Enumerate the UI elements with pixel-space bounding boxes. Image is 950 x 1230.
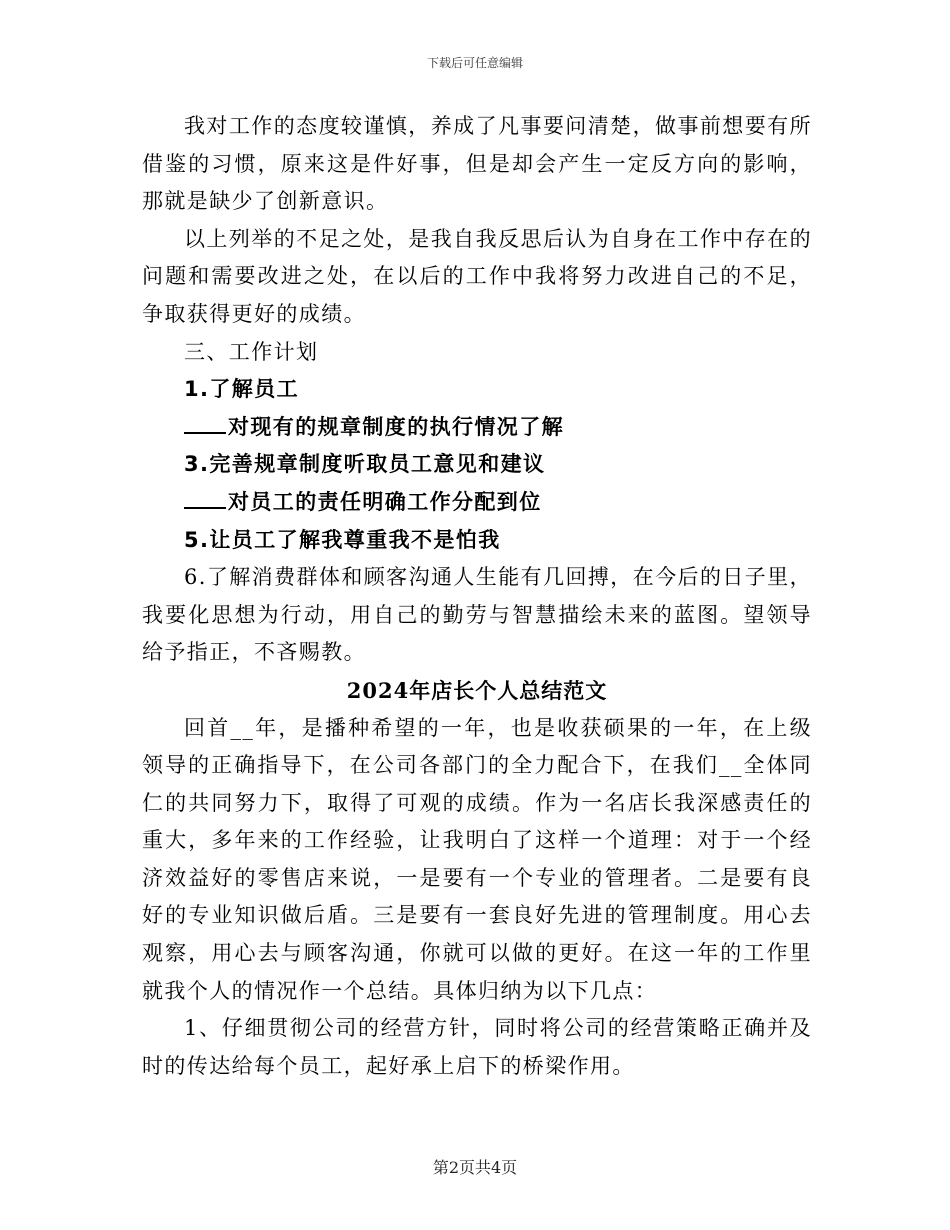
- plan-item-6: 6.了解消费群体和顾客沟通人生能有几回搏，在今后的日子里，我要化思想为行动，用自己的勤劳与智慧描绘未来的蓝图。望领导给予指正，不吝赐教。: [142, 565, 812, 665]
- paragraph-point-1: 1、仔细贯彻公司的经营方针，同时将公司的经营策略正确并及时的传达给每个员工，起好承上启下的桥梁作用。: [142, 1016, 812, 1078]
- plan-item-4-text: 对员工的责任明确工作分配到位: [228, 489, 542, 514]
- section-heading-work-plan: 三、工作计划: [184, 339, 319, 364]
- plan-item-1: 1.了解员工: [184, 377, 299, 402]
- plan-item-3: 3.完善规章制度听取员工意见和建议: [184, 452, 546, 477]
- paragraph-attitude: 我对工作的态度较谨慎，养成了凡事要问清楚，做事前想要有所借鉴的习惯，原来这是件好事，但是却会产生一定反方向的影响，那就是缺少了创新意识。: [142, 114, 812, 214]
- blank-underline: [184, 431, 226, 434]
- paragraph-shortcomings: 以上列举的不足之处，是我自我反思后认为自身在工作中存在的问题和需要改进之处，在以后的工作中我将努力改进自己的不足，争取获得更好的成绩。: [142, 226, 812, 326]
- page-header: 下载后可任意编辑: [426, 56, 523, 70]
- plan-item-2: [142, 409, 812, 447]
- page-footer: 第2页共4页: [432, 1158, 518, 1177]
- blank-underline: [184, 506, 226, 509]
- plan-item-2-text: 对现有的规章制度的执行情况了解: [228, 414, 564, 439]
- plan-item-4: [142, 484, 812, 522]
- document-body: [142, 108, 812, 1085]
- plan-item-5: 5.让员工了解我尊重我不是怕我: [184, 527, 501, 552]
- paragraph-review: 回首__年，是播种希望的一年，也是收获硕果的一年，在上级领导的正确指导下，在公司各部门的全力配合下，在我们__全体同仁的共同努力下，取得了可观的成绩。作为一名店长我深感责任的重大，多年来的工作经验，让我明白了这样一个道理：对于一个经济效益好的零售店来说，一是要有一个专业的管理者。二是要有良好的专业知识做后盾。三是要有一套良好先进的管理制度。用心去观察，用心去与顾客沟通，你就可以做的更好。在这一年的工作里就我个人的情况作一个总结。具体归纳为以下几点：: [142, 715, 812, 1003]
- article-title: 2024年店长个人总结范文: [346, 677, 608, 703]
